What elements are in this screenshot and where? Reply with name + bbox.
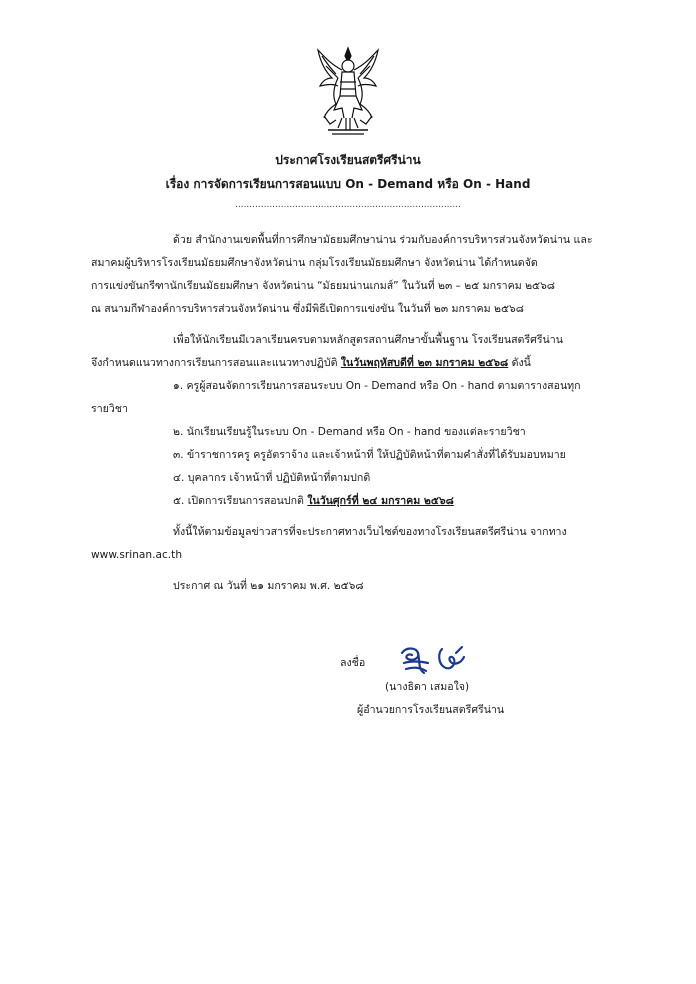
paragraph-2-line-2 — [91, 356, 531, 370]
sign-label: ลงชื่อ — [340, 657, 366, 669]
announcement-title: ประกาศโรงเรียนสตรีศรีน่าน — [275, 153, 421, 167]
garuda-emblem-icon — [316, 46, 380, 138]
paragraph-1-line-2: สมาคมผู้บริหารโรงเรียนมัธยมศึกษาจังหวัดน่าน กลุ่มโรงเรียนมัธยมศึกษา จังหวัดน่าน ได้กำหนดจัด — [91, 257, 538, 269]
announcement-date: ประกาศ ณ วันที่ ๒๑ มกราคม พ.ศ. ๒๕๖๘ — [173, 580, 364, 592]
announcement-subject: เรื่อง การจัดการเรียนการสอนแบบ On - Demand หรือ On - Hand — [165, 177, 531, 191]
separator-line: ............................................................................... — [234, 200, 461, 210]
signer-name: (นางธิดา เสมอใจ) — [385, 681, 470, 693]
paragraph-1-line-1: ด้วย สำนักงานเขตพื้นที่การศึกษามัธยมศึกษาน่าน ร่วมกับองค์การบริหารส่วนจังหวัดน่าน และ — [173, 234, 593, 246]
item-1-line-2: รายวิชา — [91, 403, 128, 415]
paragraph-2-line-1: เพื่อให้นักเรียนมีเวลาเรียนครบตามหลักสูตรสถานศึกษาขั้นพื้นฐาน โรงเรียนสตรีศรีน่าน — [173, 334, 563, 346]
item-4: ๔. บุคลากร เจ้าหน้าที่ ปฏิบัติหน้าที่ตามปกติ — [173, 472, 371, 484]
paragraph-1-line-4: ณ สนามกีฬาองค์การบริหารส่วนจังหวัดน่าน ซึ่งมีพิธีเปิดการแข่งขัน ในวันที่ ๒๓ มกราคม ๒๕๖๘ — [91, 303, 524, 315]
paragraph-3-line-1: ทั้งนี้ให้ตามข้อมูลข่าวสารที่จะประกาศทางเว็บไซต์ของทางโรงเรียนสตรีศรีน่าน จากทาง — [173, 526, 567, 538]
paragraph-2-prefix: จึงกำหนดแนวทางการเรียนการสอนและแนวทางปฏิบัติ — [91, 357, 341, 369]
item-2: ๒. นักเรียนเรียนรู้ในระบบ On - Demand หรือ On - hand ของแต่ละรายวิชา — [173, 426, 526, 438]
item-5 — [173, 494, 454, 508]
special-date-friday: ในวันศุกร์ที่ ๒๔ มกราคม ๒๕๖๘ — [307, 495, 454, 507]
handwritten-signature-icon — [398, 643, 470, 677]
paragraph-1-line-3: การแข่งขันกรีฑานักเรียนมัธยมศึกษา จังหวัดน่าน “มัธยมน่านเกมส์” ในวันที่ ๒๓ – ๒๕ มกราคม ๒๕๖๘ — [91, 280, 555, 292]
signer-position: ผู้อำนวยการโรงเรียนสตรีศรีน่าน — [357, 704, 505, 716]
website-link[interactable]: www.srinan.ac.th — [91, 549, 183, 561]
item-1-line-1: ๑. ครูผู้สอนจัดการเรียนการสอนระบบ On - Demand หรือ On - hand ตามตารางสอนทุก — [173, 380, 581, 392]
special-date-thursday: ในวันพฤหัสบดีที่ ๒๓ มกราคม ๒๕๖๘ — [340, 357, 509, 369]
item-5-prefix: ๕. เปิดการเรียนการสอนปกติ — [173, 495, 308, 507]
item-3: ๓. ข้าราชการครู ครูอัตราจ้าง และเจ้าหน้าที่ ให้ปฏิบัติหน้าที่ตามคำสั่งที่ได้รับมอบหมาย — [173, 449, 566, 461]
paragraph-2-suffix: ดังนี้ — [508, 357, 531, 369]
